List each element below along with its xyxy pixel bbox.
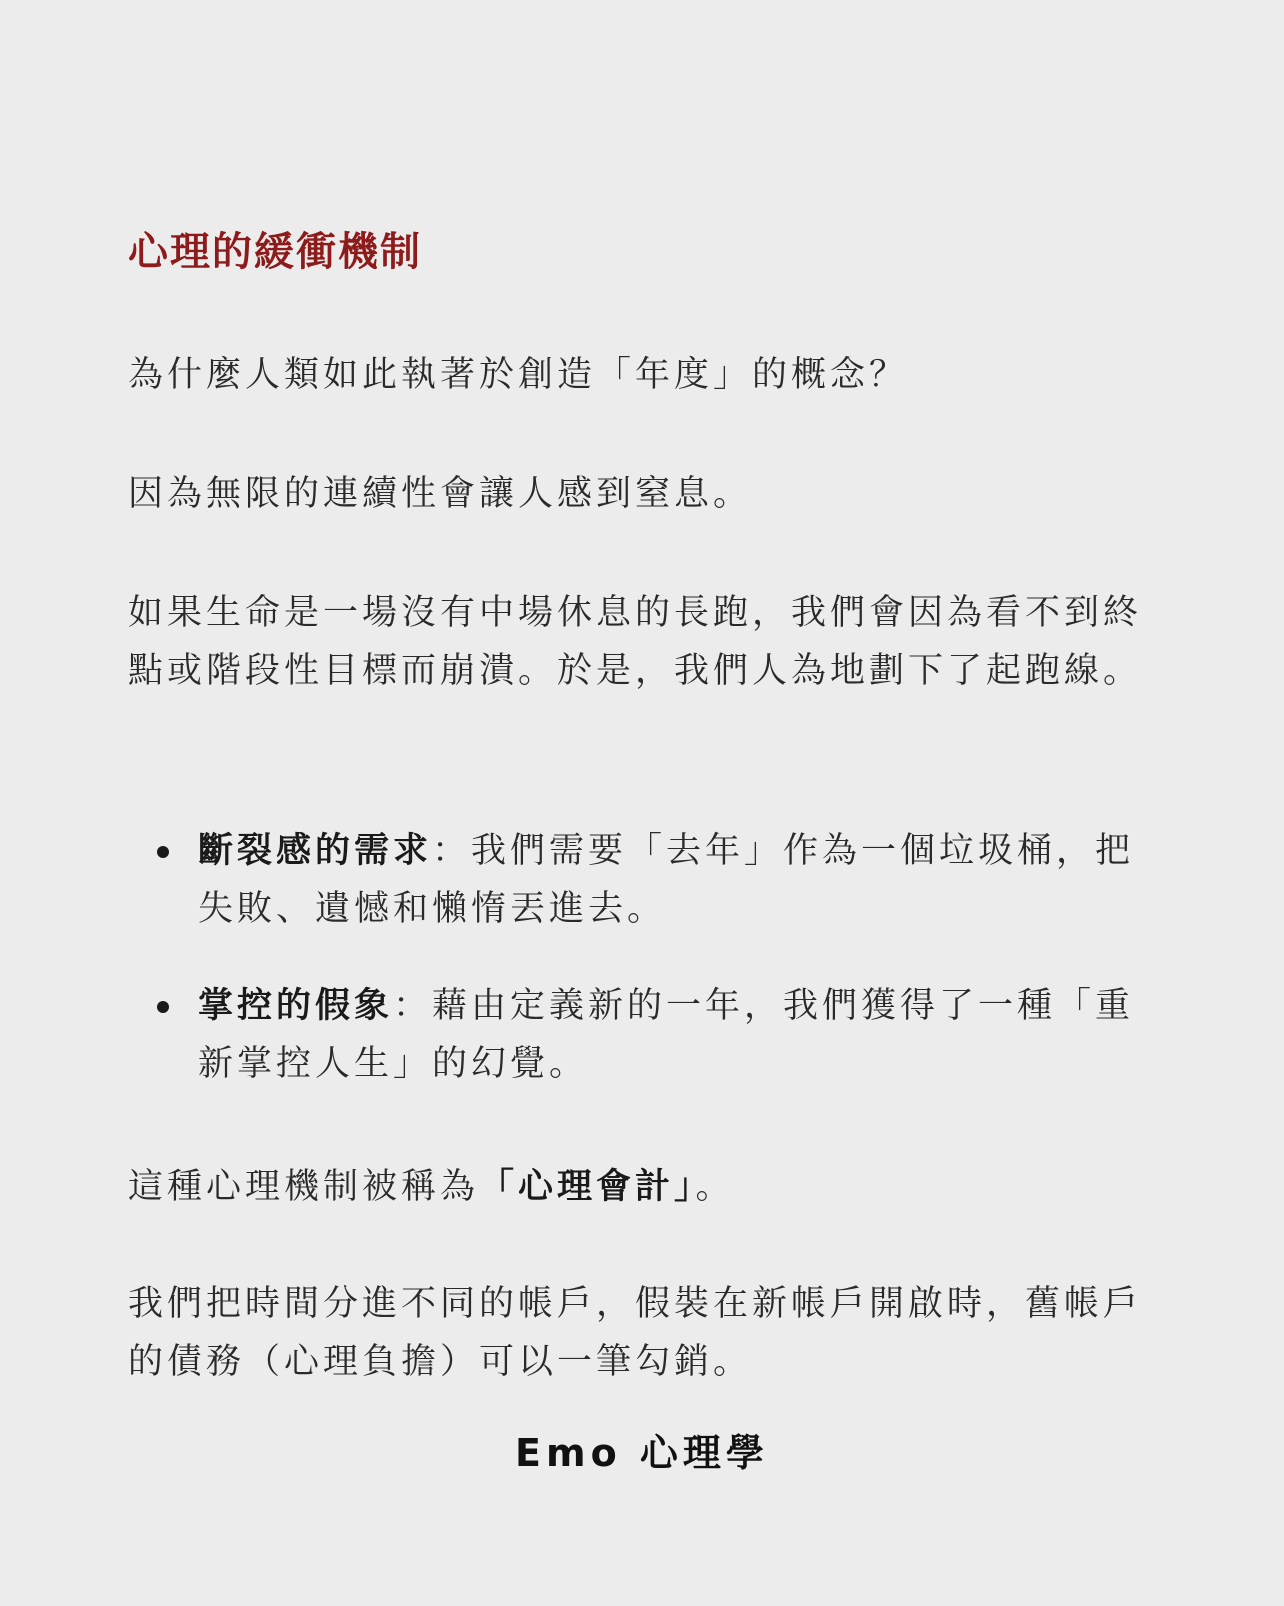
paragraph-accounts: 我們把時間分進不同的帳戶，假裝在新帳戶開啟時，舊帳戶的債務（心理負擔）可以一筆勾銷。	[128, 1284, 1143, 1382]
list-item	[152, 822, 1152, 938]
mechanism-term: 「心理會計」	[479, 1167, 696, 1207]
mechanism-suffix: 。	[695, 1167, 735, 1207]
footer-brand: Emo 心理學	[515, 1431, 769, 1475]
paragraph-question: 為什麼人類如此執著於創造「年度」的概念？	[128, 355, 909, 395]
bullet-text: ：我們需要「去年」作為一個垃圾桶，把失敗、遺憾和懶惰丟進去。	[198, 831, 1135, 929]
paragraph-analogy: 如果生命是一場沒有中場休息的長跑，我們會因為看不到終點或階段性目標而崩潰。於是，我們人為地劃下了起跑線。	[128, 593, 1143, 691]
mechanism-prefix: 這種心理機制被稱為	[128, 1167, 480, 1207]
bullet-list-1	[152, 822, 1152, 938]
bullet-dot-icon	[157, 1001, 169, 1013]
bullet-term: 掌控的假象	[198, 986, 394, 1026]
paragraph-answer: 因為無限的連續性會讓人感到窒息。	[128, 474, 753, 514]
paragraph-mechanism	[128, 1158, 1158, 1216]
bullet-list-2	[152, 977, 1152, 1093]
bullet-dot-icon	[157, 846, 169, 858]
list-item	[152, 977, 1152, 1093]
bullet-term: 斷裂感的需求	[198, 831, 433, 871]
section-heading: 心理的緩衝機制	[128, 229, 422, 275]
bullet-text: ：藉由定義新的一年，我們獲得了一種「重新掌控人生」的幻覺。	[198, 986, 1135, 1084]
